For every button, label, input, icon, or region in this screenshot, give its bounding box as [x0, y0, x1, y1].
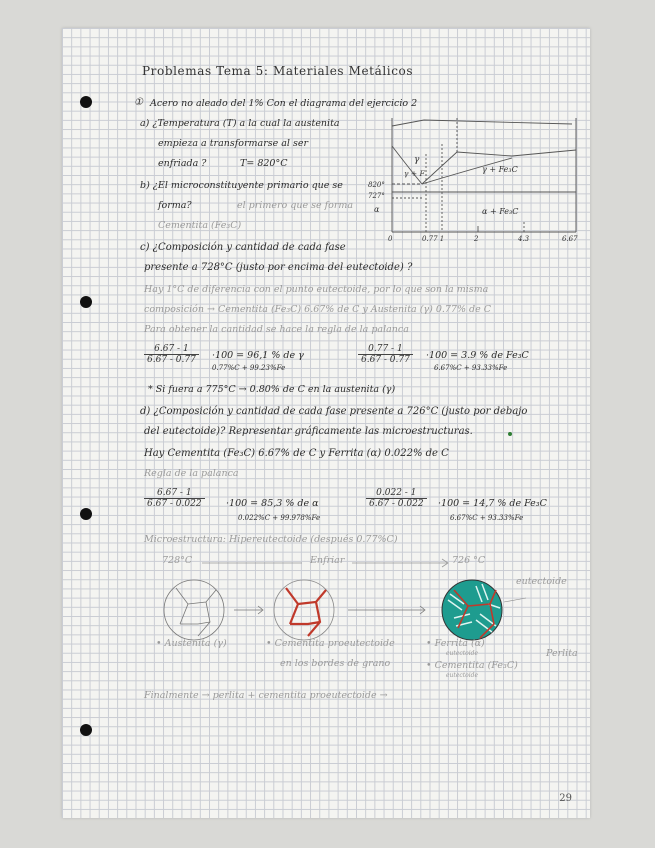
fraction-d-fe3c-denominator: 6.67 - 0.022 [369, 499, 424, 509]
question-d-line1: d) ¿Composición y cantidad de cada fase presente a 726°C (justo por debajo [140, 406, 528, 417]
binder-hole [80, 296, 92, 308]
fraction-c-fe3c-numerator: 0.77 - 1 [358, 344, 413, 355]
fraction-c-gamma-denominator: 6.67 - 0.77 [147, 355, 196, 365]
question-b-line1: b) ¿El microconstituyente primario que se [140, 180, 343, 191]
diagram-tick-0: 0 [388, 235, 393, 243]
legend-austenite: • Austenita (γ) [156, 638, 227, 649]
result-c-gamma: ·100 = 96,1 % de γ [212, 350, 304, 361]
question-d-line2: del eutectoide)? Representar gráficamente las microestructuras. [144, 426, 473, 437]
diagram-label-alpha: α [374, 205, 380, 214]
phase-diagram [362, 114, 590, 244]
result-c-fe3c: ·100 = 3.9 % de Fe₃C [426, 350, 529, 361]
cool-label: Enfriar [310, 555, 345, 566]
legend-cementite-sub: eutectoide [446, 672, 479, 679]
diagram-label-gamma-fe3c: γ + Fe₃C [482, 165, 518, 174]
fraction-d-alpha [144, 488, 205, 509]
fraction-d-alpha-denominator: 6.67 - 0.022 [147, 499, 202, 509]
binder-hole [80, 508, 92, 520]
fraction-c-gamma [144, 344, 199, 365]
fraction-c-gamma-numerator: 6.67 - 1 [144, 344, 199, 355]
answer-d-line1: Hay Cementita (Fe₃C) 6.67% de C y Ferrita (α) 0.022% de C [144, 448, 449, 459]
result-d-fe3c: ·100 = 14,7 % de Fe₃C [438, 498, 547, 509]
binder-hole [80, 724, 92, 736]
question-c-line1: c) ¿Composición y cantidad de cada fase [140, 242, 346, 253]
legend-grain-boundaries: en los bordes de grano [280, 658, 391, 669]
answer-a: T= 820°C [240, 158, 288, 169]
cooling-arrow [202, 556, 452, 570]
question-a-line1: a) ¿Temperatura (T) a la cual la austenita [140, 118, 340, 129]
problem-statement: Acero no aleado del 1% Con el diagrama del ejercicio 2 [150, 98, 418, 109]
final-statement: Finalmente → perlita + cementita proeutectoide → [144, 690, 388, 701]
question-b-line2: forma? [158, 200, 192, 211]
diagram-label-gamma: γ [414, 155, 420, 165]
legend-ferrite: • Ferrita (α) [426, 638, 485, 649]
diagram-tick-667: 6.67 [562, 235, 578, 243]
question-a-line3: enfriada ? [158, 158, 207, 169]
proeutectoid-cementite-grains [274, 580, 334, 640]
page-number: 29 [559, 793, 572, 804]
fraction-d-fe3c-numerator: 0.022 - 1 [366, 488, 427, 499]
result-c-fe3c-composition: 6.67%C + 93.33%Fe [434, 364, 508, 372]
answer-b-line2: Cementita (Fe₃C) [158, 220, 242, 231]
diagram-tick-2: 2 [474, 235, 479, 243]
answer-c-line3: Para obtener la cantidad se hace la regla de la palanca [144, 324, 409, 335]
temp-start: 728°C [162, 555, 193, 566]
note-775: * Si fuera a 775°C → 0.80% de C en la austenita (γ) [148, 384, 396, 395]
legend-cementite: • Cementita (Fe₃C) [426, 660, 518, 671]
result-d-alpha-composition: 0.022%C + 99.978%Fe [238, 514, 321, 522]
result-d-alpha: ·100 = 85,3 % de α [226, 498, 319, 509]
result-c-gamma-composition: 0.77%C + 99.23%Fe [212, 364, 286, 372]
austenite-grains [164, 580, 224, 640]
eutectoid-label: eutectoide [516, 576, 567, 587]
temp-end: 726 °C [452, 555, 486, 566]
green-bullet [508, 432, 512, 436]
answer-c-line2: composición → Cementita (Fe₃C) 6.67% de C y Austenita (γ) 0.77% de C [144, 304, 492, 315]
legend-proeutectoid-cementite: • Cementita proeutectoide [266, 638, 395, 649]
answer-d-line2: Regla de la palanca [144, 468, 239, 479]
pearlite-label: Perlita [546, 648, 578, 659]
binder-hole [80, 96, 92, 108]
fraction-d-fe3c [366, 488, 427, 509]
question-c-line2: presente a 728°C (justo por encima del eutectoide) ? [144, 262, 413, 273]
answer-c-line1: Hay 1°C de diferencia con el punto eutectoide, por lo que son la misma [144, 284, 489, 295]
page-title: Problemas Tema 5: Materiales Metálicos [142, 64, 414, 78]
microstructure-line: Microestructura: Hipereutectoide (después 0.77%C) [144, 534, 398, 545]
pearlite-grains [442, 580, 502, 640]
diagram-tick-43: 4.3 [518, 235, 530, 243]
fraction-c-fe3c-denominator: 6.67 - 0.77 [361, 355, 410, 365]
diagram-tick-077: 0.77 1 [422, 235, 445, 243]
diagram-label-t820: 820° [368, 181, 385, 189]
diagram-label-t727: 727° [368, 192, 385, 200]
diagram-label-alpha-fe3c: α + Fe₃C [482, 207, 519, 216]
legend-ferrite-sub: eutectoide [446, 650, 479, 657]
diagram-label-gamma-f: γ + F [404, 169, 425, 178]
question-a-line2: empieza a transformarse al ser [158, 138, 309, 149]
result-d-fe3c-composition: 6.67%C + 93.33%Fe [450, 514, 524, 522]
answer-b-line1: el primero que se forma [237, 200, 354, 211]
fraction-d-alpha-numerator: 6.67 - 1 [144, 488, 205, 499]
notebook-page [62, 28, 590, 818]
fraction-c-fe3c [358, 344, 413, 365]
problem-number: ① [134, 97, 143, 108]
